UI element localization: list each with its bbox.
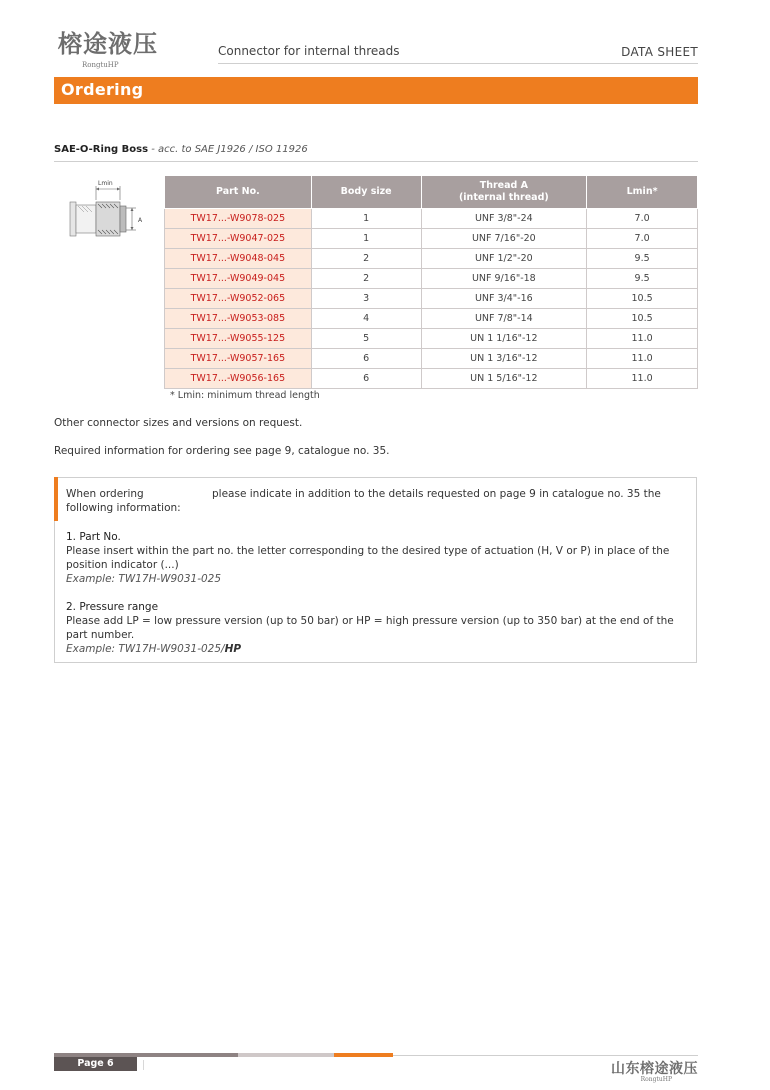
info-text-part-no: Please insert within the part no. the letter corresponding to the desired type of actuation (H, V or P) in place of the position indicator (...) [66, 545, 670, 571]
other-sizes-note: Other connector sizes and versions on request. [54, 417, 303, 429]
header-lmin: Lmin* [587, 176, 698, 209]
table-footnote: * Lmin: minimum thread length [170, 390, 320, 401]
table-row [165, 309, 698, 329]
thread: UNF 3/4"-16 [421, 289, 587, 309]
info-example-part-no: Example: TW17H-W9031-025 [66, 573, 222, 585]
body-size: 2 [311, 249, 421, 269]
info-text-pressure: Please add LP = low pressure version (up to 50 bar) or HP = high pressure version (up to 350 bar) at the end of the part number. [66, 615, 674, 641]
info-intro-end: following information: [66, 502, 181, 514]
body-size: 2 [311, 269, 421, 289]
document-type: DATA SHEET [621, 45, 698, 59]
thread: UNF 7/8"-14 [421, 309, 587, 329]
header-thread-a [421, 176, 587, 209]
header-divider [218, 63, 698, 64]
info-heading-pressure: 2. Pressure range [66, 601, 159, 613]
company-logo [58, 30, 168, 74]
footer-logo-english: RongtuHP [640, 1076, 672, 1083]
lmin: 7.0 [587, 229, 698, 249]
diagram-a-label: A [138, 217, 143, 224]
lmin: 11.0 [587, 329, 698, 349]
body-size: 3 [311, 289, 421, 309]
page-number: Page 6 [54, 1057, 137, 1071]
thread: UN 1 1/16"-12 [421, 329, 587, 349]
ordering-reference-note: Required information for ordering see page 9, catalogue no. 35. [54, 445, 390, 457]
body-size: 6 [311, 349, 421, 369]
lmin: 7.0 [587, 209, 698, 229]
body-size: 6 [311, 369, 421, 389]
header-thread-a-sub: (internal thread) [458, 192, 549, 203]
info-example-pressure-text: Example: TW17H-W9031-025/ [66, 643, 225, 655]
section-standard: - acc. to SAE J1926 / ISO 11926 [148, 144, 308, 155]
body-size: 1 [311, 229, 421, 249]
part-number: TW17...-W9052-065 [165, 289, 312, 309]
lmin: 11.0 [587, 349, 698, 369]
logo-english-text: RongtuHP [82, 61, 119, 69]
header-part-no: Part No. [165, 176, 312, 209]
footer-bar-segment [238, 1053, 334, 1057]
section-divider [54, 161, 698, 162]
header-thread-a-label: Thread A [479, 180, 528, 191]
part-number: TW17...-W9047-025 [165, 229, 312, 249]
footer-tick [143, 1060, 144, 1070]
info-heading-part-no: 1. Part No. [66, 531, 121, 543]
table-row [165, 329, 698, 349]
body-size: 1 [311, 209, 421, 229]
table-row [165, 369, 698, 389]
part-number: TW17...-W9055-125 [165, 329, 312, 349]
footer-logo-chinese: 山东榕途液压 [611, 1061, 698, 1077]
part-number: TW17...-W9053-085 [165, 309, 312, 329]
table-row [165, 289, 698, 309]
section-heading [54, 144, 308, 155]
body-size: 4 [311, 309, 421, 329]
info-box-accent-bar [54, 477, 58, 521]
part-number: TW17...-W9049-045 [165, 269, 312, 289]
table-row [165, 209, 698, 229]
section-title: SAE-O-Ring Boss [54, 144, 149, 155]
info-intro-start: When ordering [66, 488, 144, 500]
lmin: 10.5 [587, 309, 698, 329]
table-row [165, 349, 698, 369]
table-row [165, 229, 698, 249]
parts-table [164, 175, 698, 389]
diagram-lmin-label: Lmin [98, 180, 113, 187]
lmin: 10.5 [587, 289, 698, 309]
lmin: 11.0 [587, 369, 698, 389]
info-example-pressure [66, 642, 241, 656]
thread: UNF 3/8"-24 [421, 209, 587, 229]
lmin: 9.5 [587, 269, 698, 289]
thread: UNF 9/16"-18 [421, 269, 587, 289]
thread-diagram [62, 178, 158, 244]
body-size: 5 [311, 329, 421, 349]
part-number: TW17...-W9048-045 [165, 249, 312, 269]
info-intro-cont: please indicate in addition to the details requested on page 9 in catalogue no. 35 the [212, 488, 661, 500]
header-body-size: Body size [311, 176, 421, 209]
document-subtitle: Connector for internal threads [218, 44, 400, 58]
logo-chinese-text: 榕途液压 [58, 30, 158, 58]
part-number: TW17...-W9056-165 [165, 369, 312, 389]
thread: UN 1 3/16"-12 [421, 349, 587, 369]
thread: UNF 7/16"-20 [421, 229, 587, 249]
table-header-row [165, 176, 698, 209]
footer-rule [393, 1055, 698, 1056]
part-number: TW17...-W9078-025 [165, 209, 312, 229]
table-row [165, 269, 698, 289]
info-example-pressure-suffix: HP [224, 643, 242, 655]
lmin: 9.5 [587, 249, 698, 269]
thread: UN 1 5/16"-12 [421, 369, 587, 389]
thread: UNF 1/2"-20 [421, 249, 587, 269]
part-number: TW17...-W9057-165 [165, 349, 312, 369]
page-title: Ordering [61, 80, 144, 99]
section-band [54, 77, 698, 104]
footer-bar-segment [334, 1053, 393, 1057]
table-row [165, 249, 698, 269]
